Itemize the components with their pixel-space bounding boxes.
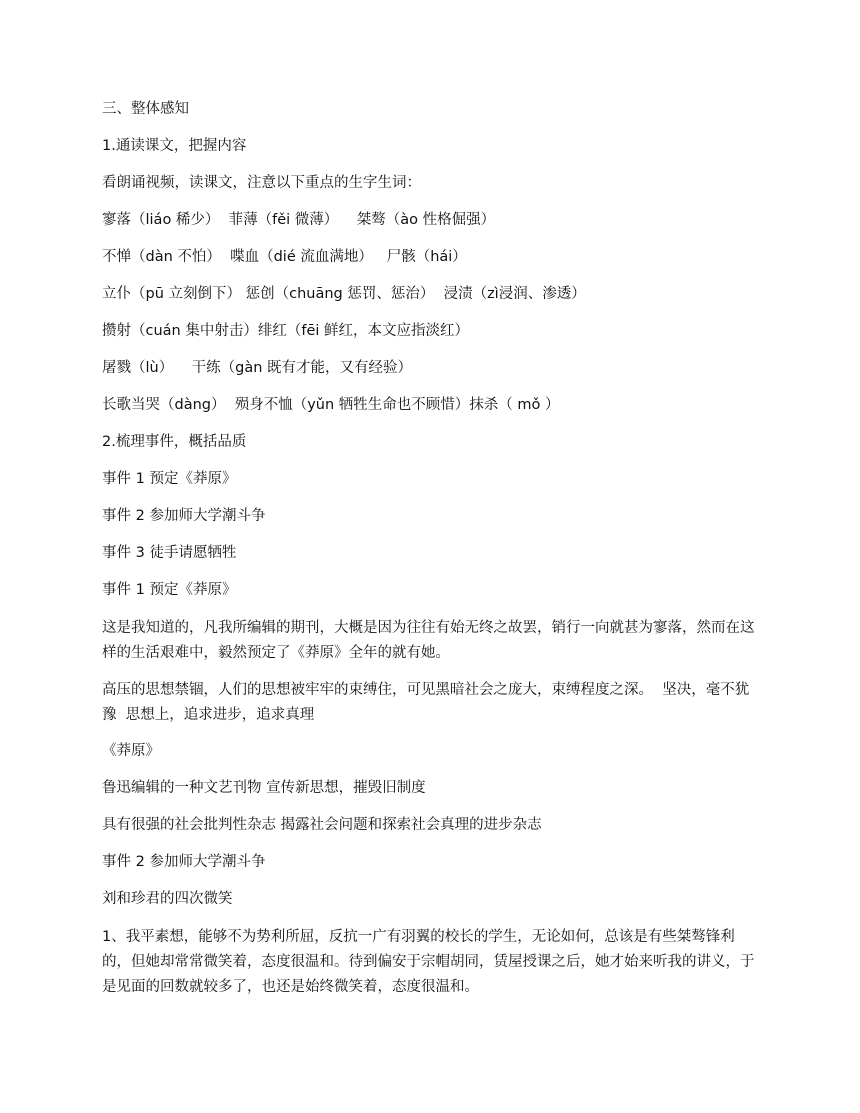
paragraph: 看朗诵视频，读课文，注意以下重点的生字生词： xyxy=(102,175,421,191)
paragraph: 高压的思想禁锢，人们的思想被牢牢的束缚住，可见黑暗社会之庞大，束缚程度之深。 坚决，毫不犹豫 思想上，追求进步，追求真理 xyxy=(102,682,750,723)
paragraph: 刘和珍君的四次微笑 xyxy=(102,891,233,907)
vocab-line: 攒射（cuán 集中射击）绯红（fēi 鲜红，本文应指淡红） xyxy=(102,323,470,339)
event-line: 事件 3 徒手请愿牺牲 xyxy=(102,545,237,561)
vocab-line: 长歌当哭（dàng） 殒身不恤（yǔn 牺牲生命也不顾惜）抹杀（ mǒ ） xyxy=(102,397,560,413)
event-line: 事件 2 参加师大学潮斗争 xyxy=(102,508,266,524)
vocab-line: 寥落（liáo 稀少） 菲薄（fěi 微薄） 桀骜（ào 性格倔强） xyxy=(102,212,496,228)
subheading: 1.通读课文，把握内容 xyxy=(102,138,247,154)
event-line: 事件 1 预定《莽原》 xyxy=(102,582,237,598)
journal-title: 《莽原》 xyxy=(102,743,160,759)
vocab-line: 不惮（dàn 不怕） 喋血（dié 流血满地） 尸骸（hái） xyxy=(102,249,467,265)
paragraph: 具有很强的社会批判性杂志 揭露社会问题和探索社会真理的进步杂志 xyxy=(102,817,542,833)
section-heading: 三、整体感知 xyxy=(102,101,189,117)
paragraph: 这是我知道的，凡我所编辑的期刊，大概是因为往往有始无终之故罢，销行一向就甚为寥落，然而在这样的生活艰难中，毅然预定了《莽原》全年的就有她。 xyxy=(102,620,755,661)
paragraph: 鲁迅编辑的一种文艺刊物 宣传新思想，摧毁旧制度 xyxy=(102,780,426,796)
vocab-line: 屠戮（lù） 干练（gàn 既有才能，又有经验） xyxy=(102,360,413,376)
subheading: 2.梳理事件，概括品质 xyxy=(102,434,247,450)
vocab-line: 立仆（pū 立刻倒下） 惩创（chuāng 惩罚、惩治） 浸渍（zì浸润、渗透） xyxy=(102,286,586,302)
document-body xyxy=(102,98,762,1012)
event-line: 事件 2 参加师大学潮斗争 xyxy=(102,854,266,870)
event-line: 事件 1 预定《莽原》 xyxy=(102,471,237,487)
paragraph: 1、我平素想，能够不为势利所屈，反抗一广有羽翼的校长的学生，无论如何，总该是有些桀骜锋利的，但她却常常微笑着，态度很温和。待到偏安于宗帽胡同，赁屋授课之后，她才始来听我的讲义，于是见面的回数就较多了，也还是始终微笑着，态度很温和。 xyxy=(102,929,755,995)
